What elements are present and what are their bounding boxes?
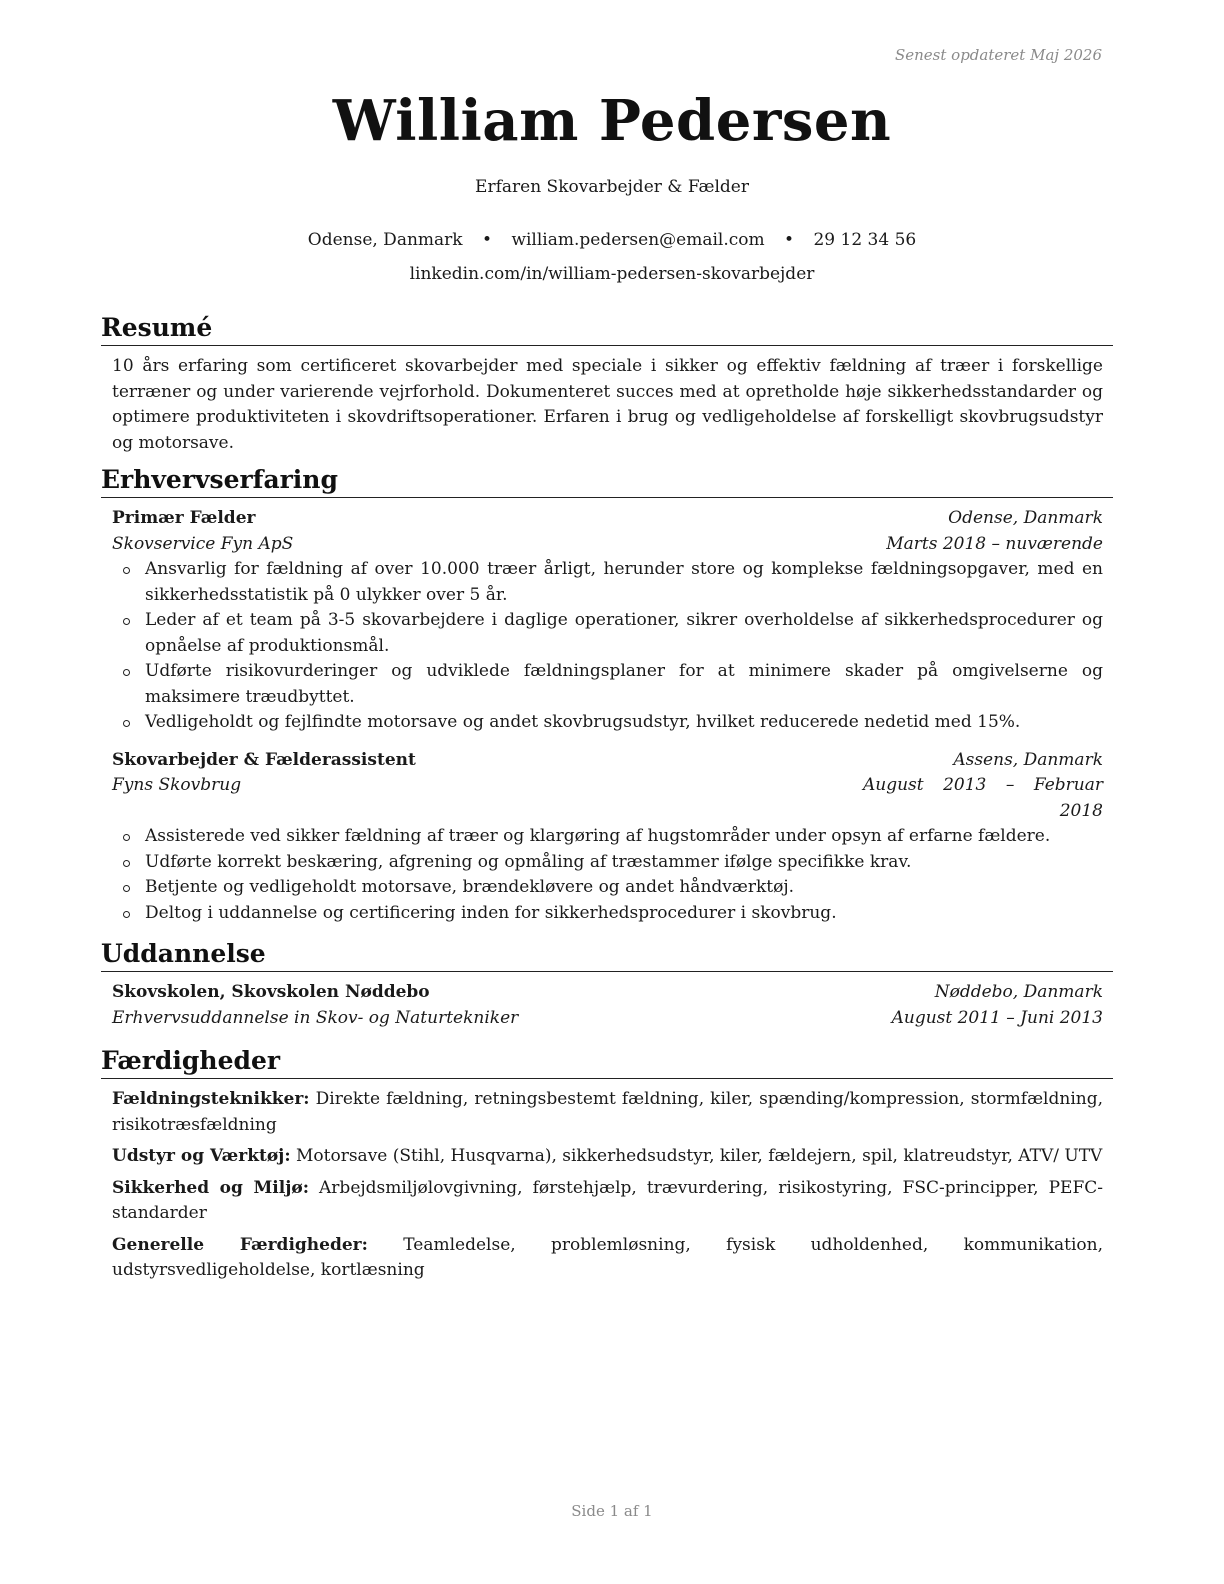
job-entry <box>112 748 1103 927</box>
contact-separator: • <box>784 230 795 250</box>
skill-label: Generelle Færdigheder: <box>112 1234 368 1255</box>
job-bullet: Deltog i uddannelse og certificering inden for sikkerhedsprocedurer i skovbrug. <box>112 901 1103 927</box>
skills-section <box>101 1045 1113 1284</box>
education-school: Skovskolen, Skovskolen Nøddebo <box>112 982 430 1002</box>
job-company: Skovservice Fyn ApS <box>112 533 294 554</box>
skill-item <box>112 1233 1103 1284</box>
last-updated: Senest opdateret Maj 2026 <box>894 46 1102 64</box>
skill-item <box>112 1087 1103 1138</box>
job-bullets <box>112 824 1103 926</box>
job-location: Assens, Danmark <box>953 749 1103 770</box>
candidate-name: William Pedersen <box>332 88 892 154</box>
contact-separator: • <box>482 230 493 250</box>
job-bullets <box>112 557 1103 736</box>
section-title-education: Uddannelse <box>101 938 1113 972</box>
summary-section <box>101 312 1113 456</box>
skill-text: Arbejdsmiljølovgivning, førstehjælp, trævurdering, risikostyring, FSC-principper, PEFC-standarder <box>112 1177 1103 1223</box>
contact-linkedin[interactable]: linkedin.com/in/william-pedersen-skovarbejder <box>409 264 815 284</box>
skill-text: Direkte fældning, retningsbestemt fældning, kiler, spænding/kompression, stormfældning, risikotræsfældning <box>112 1089 1103 1135</box>
contact-email[interactable]: william.pedersen@email.com <box>511 230 765 250</box>
candidate-title: Erfaren Skovarbejder & Fælder <box>475 177 749 197</box>
skill-label: Fældningsteknikker: <box>112 1089 310 1109</box>
skill-text: Motorsave (Stihl, Husqvarna), sikkerhedsudstyr, kiler, fældejern, spil, klatreudstyr, ATV/ UTV <box>296 1146 1103 1166</box>
section-title-summary: Resumé <box>101 312 1113 346</box>
page-number: Side 1 af 1 <box>571 1502 653 1520</box>
job-dates: August 2013 – Februar 2018 <box>863 775 1103 821</box>
job-bullet: Ansvarlig for fældning af over 10.000 træer årligt, herunder store og komplekse fældningsopgaver, med en sikkerhedsstatistik på 0 ulykker over 5 år. <box>112 557 1103 608</box>
job-bullet: Assisterede ved sikker fældning af træer og klargøring af hugstområder under opsyn af erfarne fældere. <box>112 824 1103 850</box>
job-location: Odense, Danmark <box>948 508 1103 528</box>
contact-location: Odense, Danmark <box>307 230 463 250</box>
job-bullet: Udførte risikovurderinger og udviklede fældningsplaner for at minimere skader på omgivelserne og maksimere træudbyttet. <box>112 659 1103 710</box>
summary-text: 10 års erfaring som certificeret skovarbejder med speciale i sikker og effektiv fældning af træer i forskellige terræner og under varierende vejrforhold. Dokumenteret succes med at opretholde høje sikkerhedsstandarder og optimere produktiviteten i skovdriftsoperationer. Erfaren i brug og vedligeholdelse af forskelligt skovbrugsudstyr og motorsave. <box>112 356 1103 453</box>
job-dates: Marts 2018 – nuværende <box>886 533 1103 554</box>
contact-line <box>0 230 1224 250</box>
education-dates: August 2011 – Juni 2013 <box>891 1007 1103 1028</box>
contact-phone: 29 12 34 56 <box>813 230 917 250</box>
skill-item <box>112 1176 1103 1227</box>
experience-section <box>101 464 1113 926</box>
education-degree: Erhvervsuddannelse in Skov- og Naturtekniker <box>112 1007 519 1028</box>
job-role: Primær Fælder <box>112 508 256 528</box>
education-location: Nøddebo, Danmark <box>934 982 1103 1002</box>
skill-text: Teamledelse, problemløsning, fysisk udholdenhed, kommunikation, udstyrsvedligeholdelse, kortlæsning <box>112 1234 1104 1280</box>
skill-item <box>112 1144 1103 1170</box>
skill-label: Sikkerhed og Miljø: <box>112 1177 309 1198</box>
job-company: Fyns Skovbrug <box>112 775 242 795</box>
education-section <box>101 938 1113 1031</box>
skill-label: Udstyr og Værktøj: <box>112 1146 291 1166</box>
resume-content <box>101 312 1113 1290</box>
job-bullet: Betjente og vedligeholdt motorsave, brændekløvere og andet håndværktøj. <box>112 875 1103 901</box>
job-bullet: Vedligeholdt og fejlfindte motorsave og andet skovbrugsudstyr, hvilket reducerede nedetid med 15%. <box>112 710 1103 736</box>
section-title-skills: Færdigheder <box>101 1045 1113 1079</box>
job-entry <box>112 506 1103 736</box>
job-role: Skovarbejder & Fælderassistent <box>112 749 416 770</box>
section-title-experience: Erhvervserfaring <box>101 464 1113 498</box>
job-bullet: Leder af et team på 3-5 skovarbejdere i daglige operationer, sikrer overholdelse af sikkerhedsprocedurer og opnåelse af produktionsmål. <box>112 608 1103 659</box>
job-bullet: Udførte korrekt beskæring, afgrening og opmåling af træstammer ifølge specifikke krav. <box>112 850 1103 876</box>
